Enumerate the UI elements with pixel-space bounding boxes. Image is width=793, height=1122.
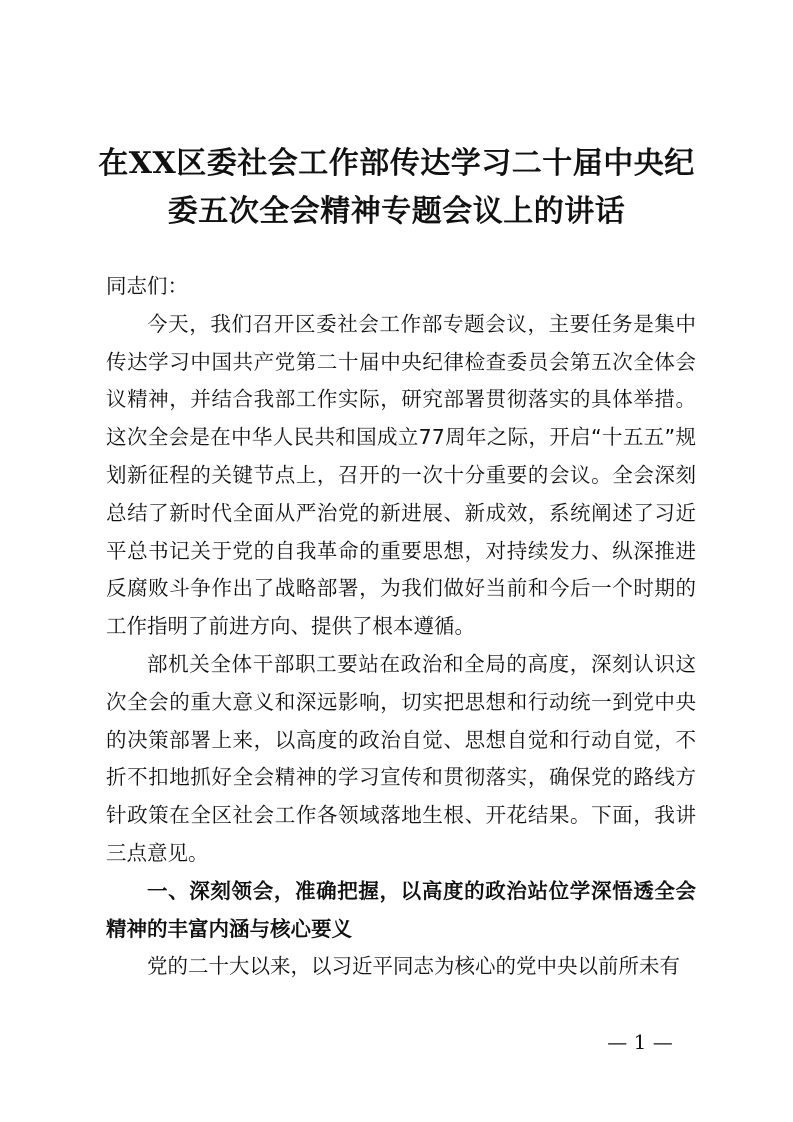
page-number: — 1 —	[607, 1030, 673, 1054]
paragraph-2: 部机关全体干部职工要站在政治和全局的高度，深刻认识这次全会的重大意义和深远影响，切实把思想和行动统一到党中央的决策部署上来，以高度的政治自觉、思想自觉和行动自觉，不折不扣地抓好全会精神的学习宣传和贯彻落实，确保党的路线方针政策在全区社会工作各领域落地生根、开花结果。下面，我讲三点意见。	[106, 651, 696, 865]
salutation: 同志们：	[106, 274, 188, 298]
paragraph-1: 今天，我们召开区委社会工作部专题会议，主要任务是集中传达学习中国共产党第二十届中央纪律检查委员会第五次全体会议精神，并结合我部工作实际，研究部署贯彻落实的具体举措。这次全会是在中华人民共和国成立77周年之际，开启“十五五”规划新征程的关键节点上，召开的一次十分重要的会议。全会深刻总结了新时代全面从严治党的新进展、新成效，系统阐述了习近平总书记关于党的自我革命的重要思想，对持续发力、纵深推进反腐败斗争作出了战略部署，为我们做好当前和今后一个时期的工作指明了前进方向、提供了根本遵循。	[106, 311, 696, 639]
title-line-2: 委五次全会精神专题会议上的讲话	[167, 194, 626, 229]
title-line-1: 在XX区委社会工作部传达学习二十届中央纪	[98, 146, 695, 181]
document-title	[80, 140, 713, 236]
document-body	[106, 268, 696, 986]
paragraph-3: 党的二十大以来，以习近平同志为核心的党中央以前所未有	[147, 954, 680, 979]
section-heading-1: 一、深刻领会，准确把握，以高度的政治站位学深悟透全会精神的丰富内涵与核心要义	[106, 878, 696, 941]
